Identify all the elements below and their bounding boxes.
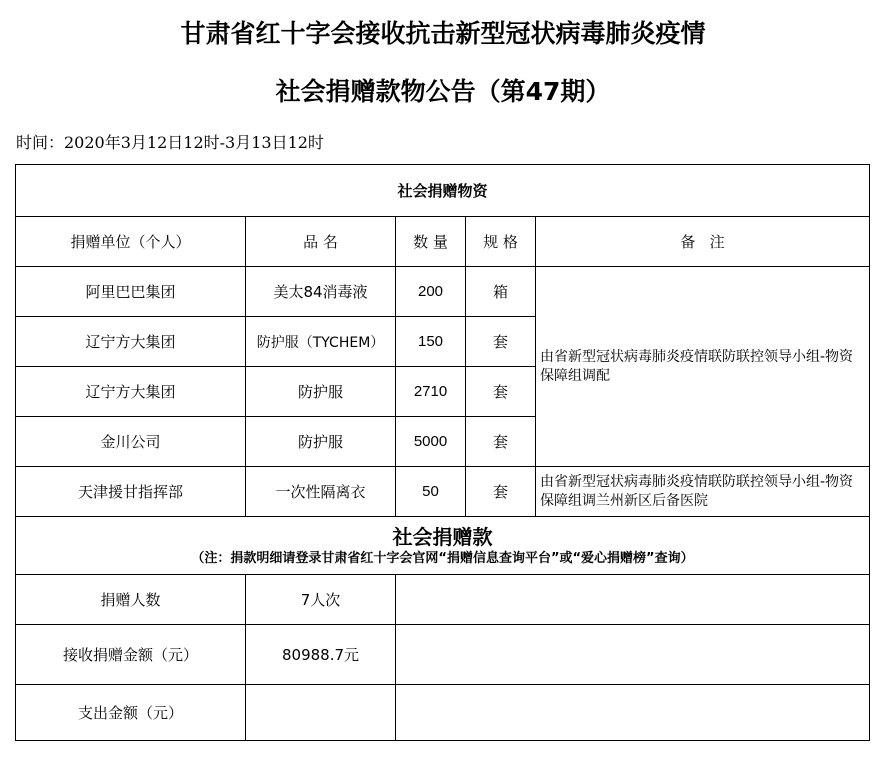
col-header-qty: 数 量 [396, 217, 466, 267]
goods-column-header-row [16, 217, 870, 267]
money-empty-cell [396, 575, 870, 625]
donor-cell: 辽宁方大集团 [16, 367, 246, 417]
money-section-note: （注：捐款明细请登录甘肃省红十字会官网“捐赠信息查询平台”或“爱心捐赠榜”查询） [191, 550, 694, 566]
col-header-spec: 规 格 [466, 217, 536, 267]
money-value-cell [246, 685, 396, 741]
money-row [16, 575, 870, 625]
spec-cell: 箱 [466, 267, 536, 317]
money-label-cell: 捐赠人数 [16, 575, 246, 625]
col-header-donor: 捐赠单位（个人） [16, 217, 246, 267]
item-cell: 防护服 [246, 417, 396, 467]
money-section-title: 社会捐赠款 [392, 524, 493, 549]
spec-cell: 套 [466, 367, 536, 417]
money-value-cell: 7人次 [246, 575, 396, 625]
spec-cell: 套 [466, 467, 536, 517]
announcement-title: 甘肃省红十字会接收抗击新型冠状病毒肺炎疫情 [180, 19, 706, 48]
goods-section-header-row [16, 165, 870, 217]
donor-cell: 金川公司 [16, 417, 246, 467]
money-empty-cell [396, 685, 870, 741]
remark-cell: 由省新型冠状病毒肺炎疫情联防联控领导小组-物资保障组调配 [536, 267, 870, 467]
time-range: 时间：2020年3月12日12时-3月13日12时 [16, 133, 324, 152]
donor-cell: 阿里巴巴集团 [16, 267, 246, 317]
money-row [16, 685, 870, 741]
qty-cell: 200 [396, 267, 466, 317]
qty-cell: 50 [396, 467, 466, 517]
money-value-cell: 80988.7元 [246, 625, 396, 685]
money-label-cell: 接收捐赠金额（元） [16, 625, 246, 685]
spec-cell: 套 [466, 317, 536, 367]
table-row [16, 467, 870, 517]
qty-cell: 2710 [396, 367, 466, 417]
col-header-remark: 备 注 [536, 217, 870, 267]
money-label-cell: 支出金额（元） [16, 685, 246, 741]
spec-cell: 套 [466, 417, 536, 467]
money-section-header [16, 517, 870, 575]
table-row [16, 267, 870, 317]
donor-cell: 天津援甘指挥部 [16, 467, 246, 517]
item-cell: 一次性隔离衣 [246, 467, 396, 517]
announcement-subtitle: 社会捐赠款物公告（第47期） [275, 77, 611, 106]
donation-table [15, 164, 870, 741]
remark-cell: 由省新型冠状病毒肺炎疫情联防联控领导小组-物资保障组调兰州新区后备医院 [536, 467, 870, 517]
money-row [16, 625, 870, 685]
item-cell: 防护服 [246, 367, 396, 417]
money-empty-cell [396, 625, 870, 685]
money-section-header-row [16, 517, 870, 575]
qty-cell: 5000 [396, 417, 466, 467]
donor-cell: 辽宁方大集团 [16, 317, 246, 367]
item-cell: 防护服（TYCHEM） [246, 317, 396, 367]
col-header-item: 品 名 [246, 217, 396, 267]
goods-section-title: 社会捐赠物资 [16, 165, 870, 217]
item-cell: 美太84消毒液 [246, 267, 396, 317]
qty-cell: 150 [396, 317, 466, 367]
